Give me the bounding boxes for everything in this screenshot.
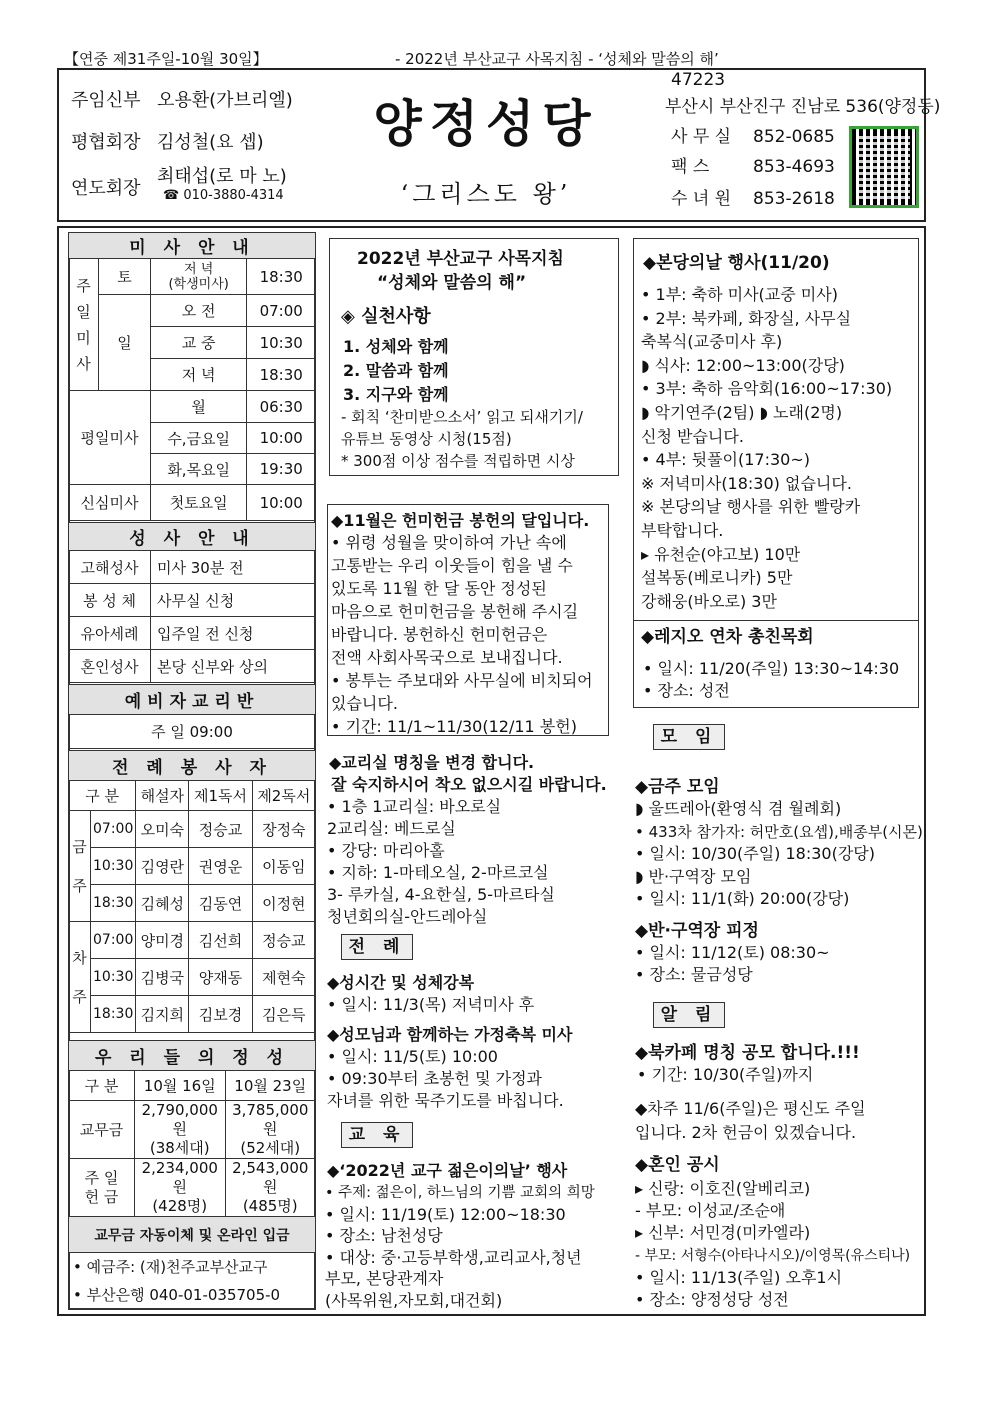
room-line: 3- 루카실, 4-요한실, 5-마르타실 — [327, 885, 555, 904]
mass-slot: 교 중 — [151, 327, 247, 359]
column-header: 10월 16일 — [135, 1071, 226, 1101]
room-heading: ◆교리실 명칭을 변경 합니다. — [329, 753, 535, 772]
table-cell: 김병국 — [136, 959, 189, 996]
table-cell: 김보경 — [189, 996, 252, 1033]
room-line: 청년회의실-안드레아실 — [327, 907, 488, 926]
auto-transfer-heading: 교무금 자동이체 및 온라인 입금 — [69, 1217, 316, 1253]
table-cell: 김선희 — [189, 922, 252, 959]
senior-role: 연도회장 — [71, 178, 141, 199]
legio-line: • 일시: 11/20(주일) 13:30~14:30 — [643, 659, 900, 678]
adoration-heading: ◆성시간 및 성체강복 — [327, 973, 475, 992]
mass-slot: 화,목요일 — [151, 454, 247, 485]
sacrament-name: 고해성사 — [69, 551, 151, 584]
youth-day-line: • 일시: 11/19(토) 12:00~18:30 — [325, 1204, 566, 1224]
practice-item: 1. 성체와 함께 — [343, 337, 449, 356]
meeting-line: • 일시: 11/1(화) 20:00(강당) — [635, 889, 850, 908]
meeting-line: • 일시: 10/30(주일) 18:30(강당) — [635, 844, 876, 863]
sun-label: 일 — [99, 295, 151, 391]
feastday-line: • 1부: 축하 미사(교중 미사) — [641, 285, 838, 304]
table-cell: 이정현 — [252, 885, 315, 922]
council-role: 평협회장 — [71, 132, 141, 153]
column-header: 제1독서 — [189, 781, 252, 811]
feastday-line: 신청 받습니다. — [641, 426, 744, 446]
table-cell: 정승교 — [252, 922, 315, 959]
feastday-line: • 4부: 뒷풀이(17:30~) — [641, 450, 811, 470]
legio-line: • 장소: 성전 — [643, 681, 730, 700]
senior-name: 최태섭(로 마 노) — [157, 166, 287, 187]
room-line: 2교리실: 베드로실 — [327, 819, 456, 838]
pastor-name: 오용환(가브리엘) — [157, 90, 293, 111]
table-cell: 김혜성 — [136, 885, 189, 922]
column-header: 구 분 — [69, 781, 136, 811]
mass-time: 10:00 — [247, 485, 316, 521]
pastoral-motto: - 2022년 부산교구 사목지침 - ‘성체와 말씀의 해’ — [395, 50, 719, 68]
wedding-line: - 부모: 서형수(아타나시오)/이영목(유스티나) — [635, 1247, 911, 1264]
catechumen-table — [68, 684, 316, 749]
wedding-line: - 부모: 이성교/조순애 — [635, 1201, 786, 1221]
church-name: 양정성당 — [373, 94, 599, 153]
youth-day-line: (사목위원,자모회,대건회) — [325, 1290, 503, 1310]
room-line: • 1층 1교리실: 바오로실 — [327, 797, 502, 816]
sacrament-rule: 입주일 전 신청 — [151, 617, 316, 650]
postcode: 47223 — [671, 70, 726, 90]
retreat-line: • 일시: 11/12(토) 08:30~ — [635, 943, 830, 962]
bulletin-body — [57, 226, 926, 1316]
catechumen-time: 주 일 09:00 — [69, 715, 316, 749]
feastday-line: ※ 저녁미사(18:30) 없습니다. — [641, 473, 852, 493]
this-week-label: 금 주 — [69, 811, 91, 922]
donation-heading: ◆11월은 헌미헌금 봉헌의 달입니다. — [331, 511, 590, 530]
retreat-line: • 장소: 물금성당 — [635, 965, 753, 984]
table-cell: 김동연 — [189, 885, 252, 922]
table-cell: 오미숙 — [136, 811, 189, 848]
donation-line: 바랍니다. 봉헌하신 헌미헌금은 — [331, 625, 548, 644]
feastday-line: ◗ 악기연주(2팀) ◗ 노래(2명) — [641, 403, 843, 422]
liturgy-ministers-table — [68, 750, 316, 1033]
offering-title: 우 리 들 의 정 성 — [69, 1041, 316, 1071]
sacrament-rule: 본당 신부와 상의 — [151, 650, 316, 683]
table-cell: 양미경 — [136, 922, 189, 959]
feastday-line: 강해웅(바오로) 3만 — [641, 591, 777, 611]
youth-day-line: • 주제: 젊은이, 하느님의 기쁨 교회의 희망 — [325, 1185, 595, 1201]
column-header: 구 분 — [69, 1071, 135, 1101]
mass-time: 10:30 — [247, 327, 316, 359]
bank-account: • 부산은행 040-01-035705-0 — [73, 1286, 281, 1304]
feastday-line: ◗ 식사: 12:00~13:00(강당) — [641, 355, 845, 375]
table-cell: 10:30 — [91, 848, 136, 885]
masthead — [57, 68, 941, 222]
table-cell: 장정숙 — [252, 811, 315, 848]
mass-slot: 첫토요일 — [151, 485, 247, 521]
table-cell: 18:30 — [91, 996, 136, 1033]
mass-time: 06:30 — [247, 391, 316, 423]
wedding-line: • 장소: 양정성당 성전 — [635, 1290, 789, 1309]
donation-line: • 기간: 11/1~11/30(12/11 봉헌) — [331, 717, 577, 736]
convent-label: 수 녀 원 — [671, 189, 732, 209]
guideline-title: 2022년 부산교구 사목지침 — [357, 249, 564, 269]
youth-day-line: • 장소: 남천성당 — [325, 1226, 443, 1245]
sat-label: 토 — [99, 259, 151, 295]
feastday-line: 부탁합니다. — [641, 521, 724, 540]
wedding-heading: ◆혼인 공시 — [635, 1155, 720, 1175]
next-week-notice: 입니다. 2차 헌금이 있겠습니다. — [635, 1123, 857, 1142]
adoration-time: • 일시: 11/3(목) 저녁미사 후 — [327, 995, 535, 1014]
column-header: 10월 23일 — [225, 1071, 316, 1101]
office-label: 사 무 실 — [671, 127, 732, 147]
retreat-heading: ◆반·구역장 피정 — [635, 921, 759, 941]
room-line: • 강당: 마리아홀 — [327, 841, 445, 860]
mass-slot: 저 녁 — [151, 359, 247, 391]
sacrament-rule: 사무실 신청 — [151, 584, 316, 617]
offering-amount: 2,543,000원 (485명) — [225, 1159, 316, 1217]
table-cell: 양재동 — [189, 959, 252, 996]
mass-slot: 월 — [151, 391, 247, 423]
offering-amount: 3,785,000원 (52세대) — [225, 1101, 316, 1159]
offering-kind: 교무금 — [69, 1101, 135, 1159]
mass-time: 19:30 — [247, 454, 316, 485]
mass-time: 18:30 — [247, 259, 316, 295]
address: 부산시 부산진구 진남로 536(양정동) — [665, 97, 941, 117]
family-mass-line: • 일시: 11/5(토) 10:00 — [327, 1047, 498, 1066]
table-cell: 18:30 — [91, 885, 136, 922]
mass-time: 18:30 — [247, 359, 316, 391]
youth-day-line: 부모, 본당관계자 — [325, 1269, 444, 1288]
youth-day-heading: ◆‘2022년 교구 젊은이의날’ 행사 — [327, 1161, 568, 1180]
donation-line: • 위령 성월을 맞이하여 가난 속에 — [331, 533, 567, 552]
table-cell: 07:00 — [91, 811, 136, 848]
table-cell: 이동임 — [252, 848, 315, 885]
account-holder: • 예금주: (재)천주교부산교구 — [73, 1258, 268, 1276]
table-cell: 10:30 — [91, 959, 136, 996]
feastday-line: • 2부: 북카페, 화장실, 사무실 — [641, 308, 852, 328]
feastday-line: 축복식(교중미사 후) — [641, 332, 783, 352]
practice-note: * 300점 이상 점수를 적립하면 시상 — [341, 452, 575, 470]
issue-date: 【연중 제31주일-10월 30일】 — [64, 50, 268, 68]
feastday-line: ※ 본당의날 행사를 위한 빨랑카 — [641, 497, 861, 517]
devotion-mass-label: 신심미사 — [69, 485, 151, 521]
mass-time: 10:00 — [247, 423, 316, 454]
mass-slot: 저 녁 (학생미사) — [151, 259, 247, 295]
qr-code-icon[interactable] — [849, 126, 919, 208]
donation-line: 있습니다. — [331, 694, 398, 713]
wedding-line: ▸ 신부: 서민경(미카엘라) — [635, 1223, 811, 1243]
notice-tag: 알 림 — [653, 1002, 725, 1028]
pastor-role: 주임신부 — [71, 90, 141, 111]
feastday-line: 설복동(베로니카) 5만 — [641, 568, 793, 588]
room-subheading: 잘 숙지하시어 착오 없으시길 바랍니다. — [331, 775, 607, 794]
donation-line: • 봉투는 주보대와 사무실에 비치되어 — [331, 671, 593, 690]
column-header: 해설자 — [136, 781, 189, 811]
sacrament-name: 혼인성사 — [69, 650, 151, 683]
liturgy-tag: 전 례 — [341, 934, 413, 960]
mass-slot: 오 전 — [151, 295, 247, 327]
practice-item: 2. 말씀과 함께 — [343, 361, 449, 380]
offering-amount: 2,790,000원 (38세대) — [135, 1101, 226, 1159]
feastday-heading: ◆본당의날 행사(11/20) — [643, 253, 830, 273]
feastday-line: ▸ 유천순(야고보) 10만 — [641, 544, 801, 564]
meeting-tag: 모 임 — [653, 724, 725, 750]
convent-number: 853-2618 — [753, 189, 835, 209]
mass-slot: 수,금요일 — [151, 423, 247, 454]
next-week-label: 차 주 — [69, 922, 91, 1033]
weekday-mass-label: 평일미사 — [69, 391, 151, 485]
donation-line: 고통받는 우리 이웃들이 힘을 낼 수 — [331, 556, 573, 575]
mass-table — [68, 232, 316, 521]
practice-note: 유튜브 동영상 시청(15점) — [341, 430, 512, 448]
table-cell: 김은득 — [252, 996, 315, 1033]
family-mass-line: 자녀를 위한 묵주기도를 바칩니다. — [327, 1091, 564, 1110]
guideline-motto: “성체와 말씀의 해” — [377, 273, 527, 293]
office-number: 852-0685 — [753, 127, 835, 147]
meetings-heading: ◆금주 모임 — [635, 777, 720, 797]
divider — [633, 620, 919, 621]
youth-day-line: • 대상: 중·고등부학생,교리교사,청년 — [325, 1247, 582, 1267]
fax-label: 팩 스 — [671, 157, 710, 177]
next-week-notice: ◆차주 11/6(주일)은 평신도 주일 — [635, 1099, 866, 1118]
practice-heading: ◈ 실천사항 — [341, 306, 431, 327]
legio-heading: ◆레지오 연차 총친목회 — [641, 627, 814, 647]
offering-table — [68, 1040, 316, 1253]
table-cell: 제현숙 — [252, 959, 315, 996]
table-cell: 김지희 — [136, 996, 189, 1033]
room-line: • 지하: 1-마테오실, 2-마르코실 — [327, 863, 549, 882]
offering-amount: 2,234,000원 (428명) — [135, 1159, 226, 1217]
sacrament-title: 성 사 안 내 — [69, 523, 316, 551]
liturgy-title: 전 례 봉 사 자 — [69, 751, 316, 781]
bookcafe-period: • 기간: 10/30(주일)까지 — [637, 1065, 814, 1084]
feast-name: ‘그리스도 왕’ — [400, 180, 572, 208]
education-tag: 교 육 — [341, 1122, 413, 1148]
family-mass-heading: ◆성모님과 함께하는 가정축복 미사 — [327, 1025, 573, 1044]
practice-item: 3. 지구와 함께 — [343, 385, 449, 404]
sacrament-table — [68, 522, 316, 683]
donation-line: 전액 사회사목국으로 보내집니다. — [331, 648, 563, 667]
meeting-line: ◗ 반·구역장 모임 — [635, 866, 752, 886]
sunday-mass-label: 주 일 미 사 — [69, 259, 99, 391]
table-cell: 권영운 — [189, 848, 252, 885]
donation-line: 마음으로 헌미헌금을 봉헌해 주시길 — [331, 602, 579, 621]
feastday-line: • 3부: 축하 음악회(16:00~17:30) — [641, 379, 893, 399]
sacrament-name: 유아세례 — [69, 617, 151, 650]
donation-line: 있도록 11월 한 달 동안 정성된 — [331, 579, 547, 598]
mass-title: 미 사 안 내 — [69, 233, 316, 259]
table-cell: 김영란 — [136, 848, 189, 885]
bookcafe-heading: ◆북카페 명칭 공모 합니다.!!! — [635, 1043, 860, 1063]
table-cell: 07:00 — [91, 922, 136, 959]
mass-time: 07:00 — [247, 295, 316, 327]
meeting-line: • 433차 참가자: 허만호(요셉),배종부(시몬) — [635, 822, 923, 841]
offering-kind: 주 일 헌 금 — [69, 1159, 135, 1217]
family-mass-line: • 09:30부터 초봉헌 및 가정과 — [327, 1069, 542, 1088]
wedding-line: ▸ 신랑: 이호진(알베리코) — [635, 1179, 811, 1198]
sacrament-name: 봉 성 체 — [69, 584, 151, 617]
senior-phone: ☎ 010-3880-4314 — [163, 188, 284, 203]
catechumen-title: 예비자교리반 — [69, 685, 316, 715]
meeting-line: ◗ 울뜨레아(환영식 겸 월례회) — [635, 799, 842, 818]
wedding-line: • 일시: 11/13(주일) 오후1시 — [635, 1267, 843, 1287]
sacrament-rule: 미사 30분 전 — [151, 551, 316, 584]
fax-number: 853-4693 — [753, 157, 835, 177]
council-name: 김성철(요 셉) — [157, 132, 264, 153]
practice-note: - 회칙 ‘찬미받으소서’ 읽고 되새기기/ — [341, 408, 583, 426]
column-header: 제2독서 — [252, 781, 315, 811]
table-cell: 정승교 — [189, 811, 252, 848]
